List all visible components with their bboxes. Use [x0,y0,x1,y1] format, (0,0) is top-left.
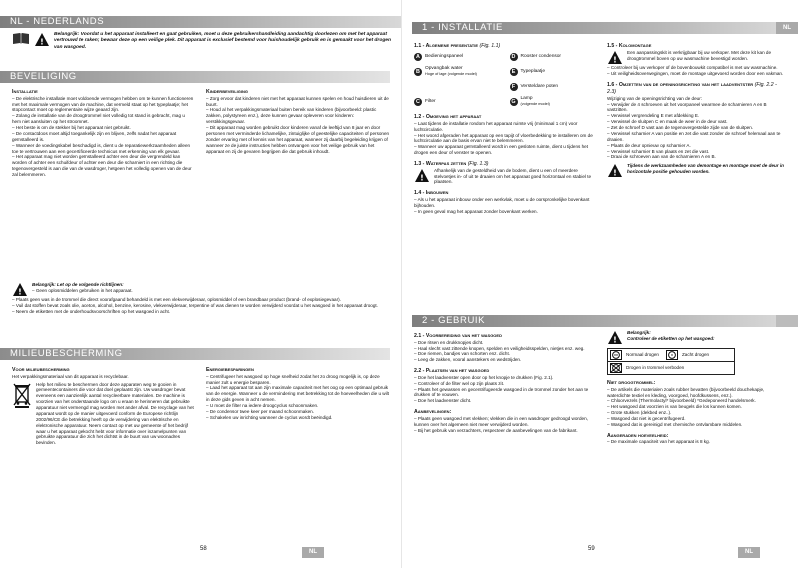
normal-drying-icon [610,350,622,360]
svg-text:!: ! [613,335,617,345]
right-page [401,0,802,568]
svg-text:!: ! [18,287,22,297]
environment-intro: Het verpakkingsmateriaal van dit apparaat is recyclebaar. [12,373,129,379]
preparation-heading: 2.1 - Voorbereiding van het wasgoed [414,333,502,339]
svg-text:!: ! [40,37,44,47]
overview-fig: (Fig. 1.1) [479,43,501,49]
environment-paragraph: – Wanneer uw apparaat geïnstalleerd wordt in een gesloten ruimte, dient u tijdens het drogen een deur of venster te openen. [414,144,588,156]
child-paragraph: – Zorg ervoor dat kinderen niet met het apparaat kunnen spelen en houd huisdieren uit de buurt. [206,95,389,107]
preparation-paragraph: – Haal slecht vast zittende knopen, spelden en veiligheidsspelden, nietjes enz. weg. [414,345,585,351]
component-item: F Versteldare poten [510,83,600,91]
capacity-heading: Aangeraden hoeveelheid: [607,432,669,439]
door-paragraph: Wijziging van de openingsrichting van de deur: [607,95,702,101]
component-item: A Bedieningspaneel [414,53,504,61]
important-text: Voordat u het apparaat installeert en gaat gebruiken, moet u deze gebruikershandleiding aandachtig doorlezen om met het apparaat vertrouwd te raken; bewaar deze op een veilige plek. Dit apparaat is exclusief bestemd voor huishoudelijk gebruik en is gemaakt voor het drogen van wasgoed. [54,32,392,50]
environment-column [12,364,194,446]
no-dryer-paragraph: – Het wasgoed dat voorzien is van beugels die los kunnen komen. [607,404,742,410]
warning-icon [607,163,623,178]
gentle-drying-icon [666,350,678,360]
installation-column [12,86,194,178]
manual-book-icon [12,32,30,45]
component-item: G Lamp (volgende model) [511,95,550,107]
usage-band-title: 2 - GEBRUIK [422,315,486,326]
child-paragraph: – Dit apparaat mag worden gebruikt door kinderen vanaf de leeftijd van 8 jaar en door personen met verminderde lichamelijke, zintuiglijke of geestelijke capaciteiten of personen zonder ervaring met of kennis van het apparaat, wanneer zij daarbij begeleiding krijgen of wanneer ze de juiste instructies hebben ontvangen voor het veilige gebruik van het apparaat en zij de gevaren begrijpen die dat gebruik inhoudt. [206,125,390,154]
component-legend [414,53,599,109]
guidelines-paragraph: – Neem de etiketten met de onderhoudsvoorschriften op het wasgoed in acht. [12,308,171,314]
door-paragraph: – Verwissel vergrendeling E met afdekking E. [607,113,700,119]
child-paragraph: – Houd al het verpakkingsmateriaal buiten bereik van kinderen (bijvoorbeeld: plastic zakken, polystyreen enz.), deze kunnen gevaar opleveren voor kinderen: verstikkingsgevaar. [206,107,377,125]
loading-heading: 2.2 - Plaatsen van het wasgoed [414,368,490,375]
preparation-paragraph: – Doe riemen, bandjes van schorten enz. dicht. [414,351,511,357]
environment-paragraph: – Laat tijdens de installatie rondom het apparaat ruimte vrij (minimaal 1 cm) voor luchtcirculatie. [414,120,578,132]
door-fig: (Fig. 2.2 - 2.3) [607,82,777,96]
no-dryer-paragraph: – Wasgoed dat niet is gecentrifugeerd. [607,416,686,422]
install-right-column [607,40,785,178]
install-paragraph: – De elektrische installatie moet voldoende vermogen hebben om te kunnen functioneren met het maximale vermogen van de machine, dat vermeld staat op het typeplaatje; het stopcontact moet op reglementaire wijze geaard zijn. [12,95,194,113]
door-paragraph: – Verwijder de 4 schroeven uit het voorpaneel wearmee de scharnieren A en B vastzitten. [607,101,767,113]
language-badge: NL [302,547,324,558]
leveling-fig: (Fig. 1.3) [467,161,489,168]
energy-paragraph: – Schakelen uw inrichting wanneer de cyclus wordt beëindigd. [206,414,333,420]
care-symbol-table [607,348,735,375]
child-safety-column [206,86,391,154]
label-check-title: Belangrijk: [627,330,651,335]
gentle-drying-label: Zacht drogen [682,352,710,358]
install-left-column [414,40,599,215]
page-number: 59 [588,546,595,553]
environment-band [0,348,390,360]
energy-column [206,364,391,421]
crossed-bin-icon [12,382,32,408]
guidelines-paragraph: – Plaats geen was in de trommel die direct voorafgaand behandeld is met een vlekverwijderaar, oplosmiddel of een brandbaar product (brand- of explosiegevaar). [12,297,341,302]
safety-band-title: BEVEILIGING [10,71,77,82]
column-mount-paragraph: – Controleer bij uw verkoper of de bovenbouwkit compatibel is met uw wasmachine. [607,64,778,70]
warning-icon [12,282,28,297]
guidelines-label: Belangrijk: [32,282,56,287]
energy-paragraph: – De condensor twee keer per maand schoonmaken. [206,408,315,414]
door-heading: 1.6 - Omzetten van de openingsrichting van het laadventster [607,82,754,89]
svg-text:!: ! [420,173,424,183]
usage-band [412,315,784,327]
environment-band-title: MILIEUBESCHERMING [10,348,123,359]
warning-icon [34,32,50,47]
door-paragraph: – Verwissel scharnier A van positie en zet die vast zonder de schroef helemaal aan te draaien. [607,130,781,142]
child-safety-heading: Kinderbeveiliging [206,89,248,95]
component-item: E Typeplaatje [510,66,600,78]
component-item [414,83,504,91]
important-label: Belangrijk: [54,32,80,37]
door-warning: Tijdens de werkzaamheden van demontage en montage moet de deur in horizontale positie gehouden worden. [627,163,784,175]
energy-paragraph: – Centrifugeer het wasgoed op hoge snelheid zodat het zo droog mogelijk is, op deze manier zult u energie besparen. [206,373,380,385]
svg-text:!: ! [613,55,617,65]
guidelines-paragraph: – Vuil dat stoffen bevat zoals olie, aceton, alcohol, benzine, kerosine, vlekverwijderaar, terpentine of was dienen te worden verwijderd voordat u het wasgoed in het apparaat droogt. [12,302,378,308]
loading-paragraph: – Plaats het gewassen en gecentrifugeerde wasgoed in de trommel zonder het aan te drukken of te vouwen. [414,386,589,398]
install-paragraph: – De contactdoos moet altijd toegankelijk zijn en blijven, zelfs nadat het apparaat geïnstalleerd is. [12,130,177,142]
capacity-text: – De maximale capaciteit van het apparaat is 8 kg. [607,439,710,445]
guidelines-block [12,282,392,315]
corner-badge: NL [776,22,798,34]
door-paragraph: – Draai de schroeven aan van de scharnieren A en B. [607,154,716,160]
installation-band [412,22,784,34]
installation-band-title: 1 - INSTALLATIE [422,22,503,33]
svg-text:!: ! [613,168,617,178]
loading-paragraph: – Doe het laadvenster dicht. [414,398,472,404]
warning-icon [607,330,623,345]
usage-left-column [414,330,599,433]
normal-drying-label: Normaal drogen [626,352,659,358]
guidelines-title: Let op de volgende richtlijnen: [57,282,124,287]
door-paragraph: – Plaats de deur opnieuw op scharnier A. [607,142,691,148]
door-paragraph: – Verwissel scharnier B van plaats en zet die vast. [607,148,710,154]
no-dryer-paragraph: – Grote stukken (dekbed enz..). [607,410,672,416]
builtin-paragraph: – Als u het apparaat inbouw onder een werkvlak, moet u de oorspronkelijke bovenkant bijhouden. [414,197,590,208]
usage-right-column [607,330,785,445]
warning-icon [607,50,623,65]
advice-paragraph: – Plaats geen wasgoed met vlekken; vlekken die in een wasdroger gedroogd worden, kunnen over het algemeen niet meer verwijderd worden. [414,415,588,427]
no-tumble-dry-icon [610,363,622,373]
column-mount-heading: 1.5 - Kolomontage [607,43,652,49]
install-paragraph: – Wanneer de voedingskabel beschadigd is, dient u de reparatiewerkzaamheden alleen toe te vertrouwen aan een gecertificeerde technicus met erkenning van elk gevaar. [12,142,191,154]
guidelines-line: – Geen oplosmiddelen gebruiken in het apparaat. [32,287,133,293]
safety-band [0,71,390,83]
no-dryer-paragraph: – De artikels die materialen zoals rubber bevatten (bijvoorbeeld douchekapje, waterdichte textiel en kleding, voorgoed, hoofdkussens, enz.). [607,386,765,398]
advice-heading: Aanbevelingen: [414,409,452,416]
usage-tab [776,315,798,327]
component-item: C Filter [414,96,504,108]
environment-heading: 1.2 - Omgeving het apparaat [414,114,482,121]
loading-paragraph: – Doe het laadvenster open door op het knopje te drukken (Fig. 2.1). [414,374,554,380]
environment-paragraph: – Het woord afgeraden het apparaat op een tapijt of vloerbedekking te installeren om de luchtcirculatie aan de basis ervan niet te belemmeren. [414,132,593,144]
overview-heading: 1.1 - Algemene presentatie [414,43,479,49]
warning-icon [414,168,430,183]
preparation-paragraph: – Doe ritsen en drukknopjes dicht. [414,339,484,345]
install-paragraph: – Het apparaat mag niet worden geïnstalleerd achter een deur die vergrendeld kan worden of achter een schuifdeur of achter een deur die scharniert in een richting die tegenovergesteld is aan die van de wasdroger, hetgeen het volledig openen van de deur zal belemmeren. [12,154,192,178]
label-check-subtitle: Controleer de etiketten op het wasgoed: [627,335,715,341]
no-dryer-paragraph: – Chloorvezels (Thermolactyl* bijvoorbeeld) *Gedeponeerd handelsmerk. [607,398,756,404]
door-paragraph: – Verwissel de sluitpen C en maak de weer in de deur vast. [607,119,728,125]
environment-weee-text: Help het milieu te beschermen door deze apparaten weg te gooien in gemeentecontainers die voor dat doel geplaatst zijn. Uw wasdroger bevat eveneens een aanzienlijk aantal recycleerbare materialen. De machine is voorzien van het onderstaande logo om u eraan te herinneren dat gebruikte apparatuur niet vermengd mag worden met ander afval. De recyclage van het apparaat wordt op de manier uitgevoerd conform de Europese richtlijn 2002/96/CE die betrekking heeft op de verwijdering van elektrische en elektronische apparatuur. Neem contact op met uw gemeente of het bedrijf waar u het apparaat gekocht hebt voor informatie over inzamelpunten van gebruikte apparatuur die zich het dichtst in de buurt van uw woonadres bevinden. [36,381,194,446]
builtin-paragraph: – In geen geval mag het apparaat zonder bovenkant werken. [414,208,538,214]
energy-heading: Energiebesparingen [206,367,254,373]
component-item: B Opvangbak water Hoge of lage (volgende model) [414,66,504,78]
no-tumble-dry-label: Drogen in trommel verboden [626,365,685,371]
column-mount-paragraph: – Uit veiligheidsoverwegingen, moet de montage uitgevoerd worden door een vakman. [607,70,784,76]
language-band [0,16,401,28]
install-paragraph: – Het beste is om de stekker bij het apparaat niet gebruikt. [12,125,131,131]
leveling-heading: 1.3 - Waterpas zetten [414,161,467,168]
column-mount-paragraph: Een aanpassingskit is verkrijgbaar bij uw verkoper. Met deze kit kan de droogtrommel boven op uw wasmachine bevestigd worden. [627,49,772,61]
installation-heading: Installatie [12,89,38,95]
leveling-text: Afhankelijk van de gesteldheid van de bodem, dient u een of meerdere stelvoetjes in- of uit te draaien om het apparaat goed horizontaal en stabiel te plaatsen. [434,167,592,185]
loading-paragraph: – Controleer of de filter wel op zijn plaats zit. [414,380,505,386]
preparation-paragraph: – Leeg de zakken, vooral aanstekers en wedstrijden. [414,357,522,363]
advice-paragraph: – Bij het gebruik van verzachters, respecteer de aanbevelingen van de fabrikant. [414,427,578,433]
no-dryer-paragraph: – Wasgoed dat is gereinigd met chemische ontvlambare middelen. [607,421,743,427]
energy-paragraph: – Laad het apparaat tot aan zijn maximale capaciteit met het oog op een optimaal gebruik van de energie. Wanneer u de vermindering met betrekking tot de hoeveelheden die u wilt in deze gids geven in acht nemen. [206,385,389,403]
page-number: 58 [200,546,207,553]
energy-paragraph: – U moet de filter na iedere droogcyclus schoonmaken. [206,403,319,409]
language-badge: NL [738,547,760,558]
intro-block [12,32,392,51]
no-dryer-heading: Niet droogtrommel: [607,380,656,386]
builtin-heading: 1.4 - Inbouwen [414,190,449,197]
install-paragraph: – Zolang de installatie van de droogtrommel niet volledig tot stand is gebracht, mag u hem niet aansluiten op het stroomnet. [12,113,185,125]
door-paragraph: – Zet de schroef D vast aan de tegenovergestelde zijde van de sluitpen. [607,125,754,131]
environment-heading: Voor milieubescherming [12,367,70,373]
component-item: D Rooster condensor [510,53,600,61]
language-title: NL - NEDERLANDS [10,16,105,27]
